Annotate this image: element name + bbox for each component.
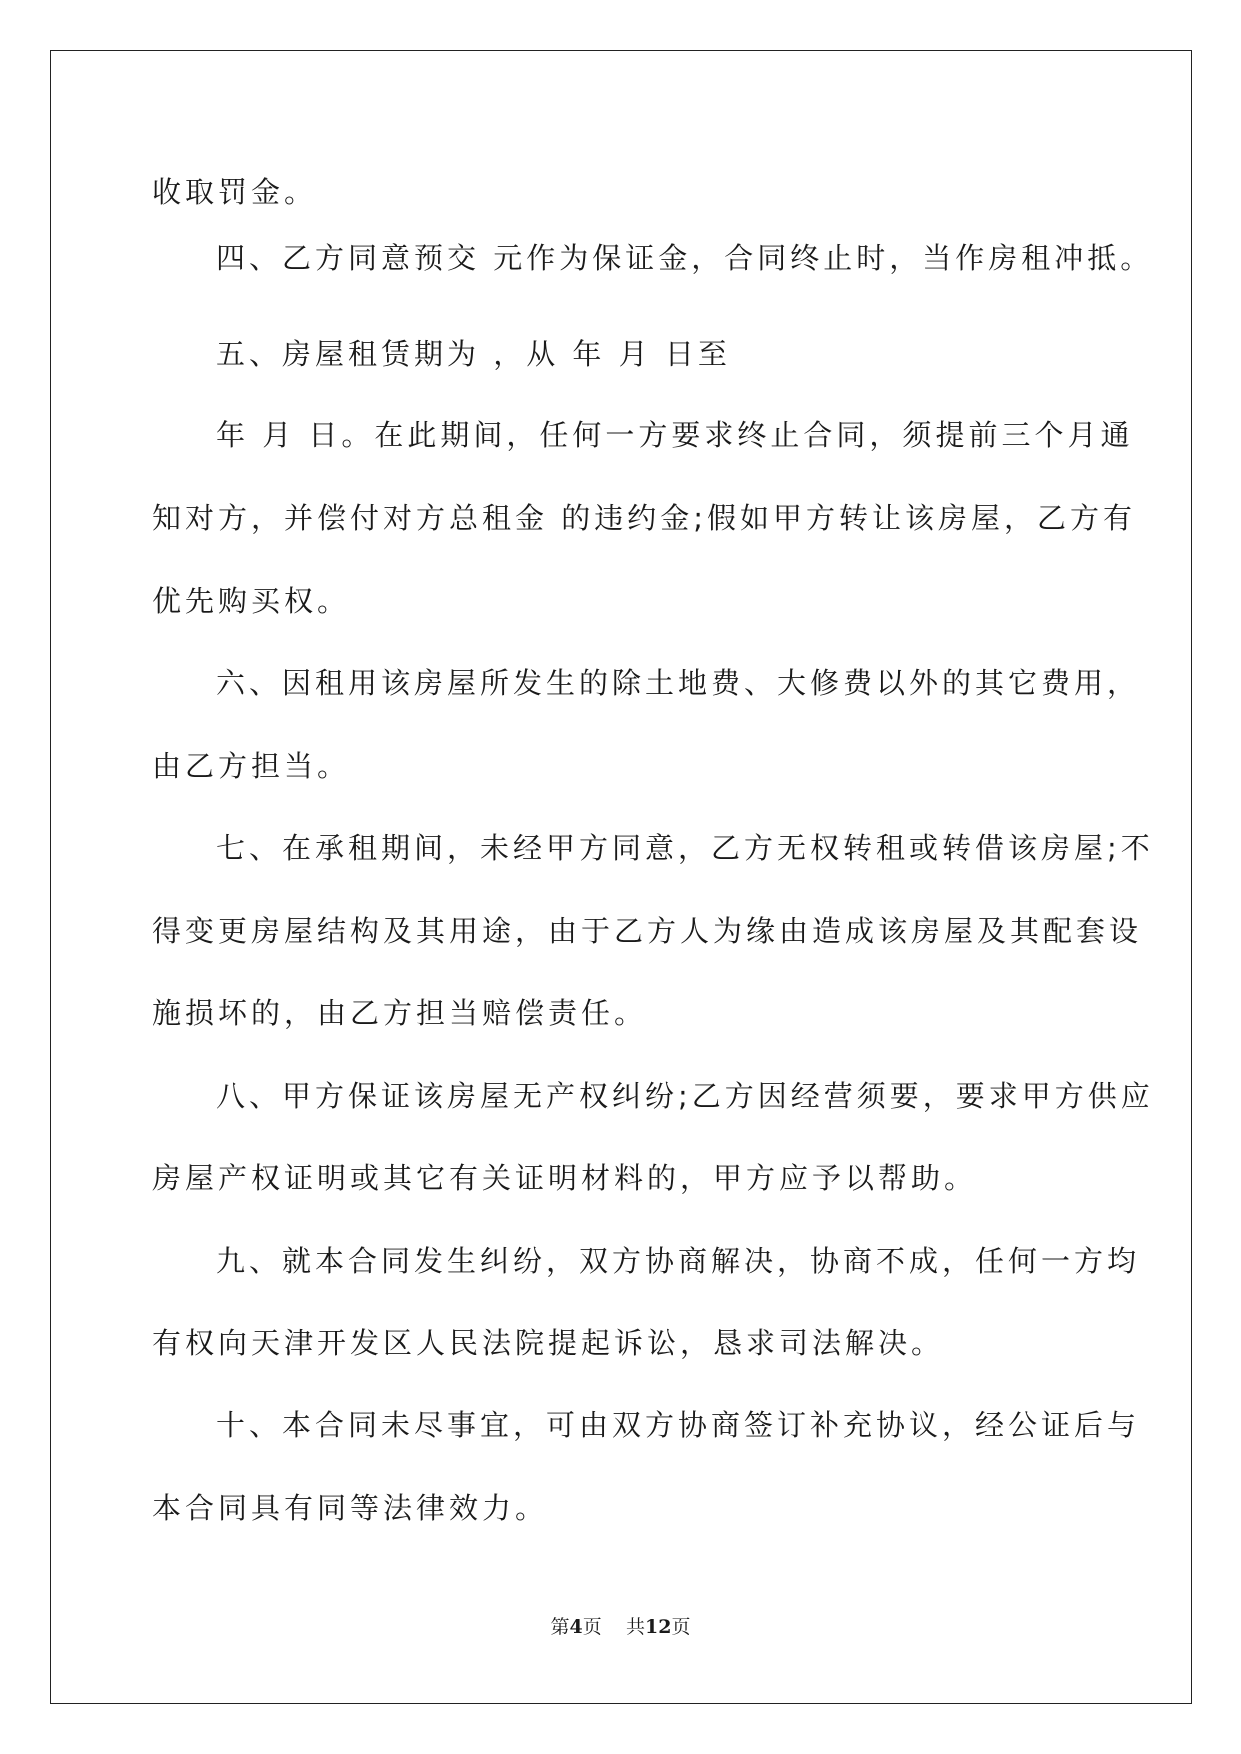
paragraph-5: 五、房屋租赁期为 ，从 年 月 日至 <box>216 337 731 371</box>
text-line: 由乙方担当。 <box>152 749 351 783</box>
paragraph-9: 九、就本合同发生纠纷，双方协商解决，协商不成，任何一方均 <box>216 1244 1141 1278</box>
text-line: 房屋产权证明或其它有关证明材料的，甲方应予以帮助。 <box>152 1161 978 1195</box>
text-line: 施损坏的，由乙方担当赔偿责任。 <box>152 996 648 1030</box>
text-line: 优先购买权。 <box>152 584 351 618</box>
text-line: 本合同具有同等法律效力。 <box>152 1491 549 1525</box>
paragraph-6: 六、因租用该房屋所发生的除土地费、大修费以外的其它费用， <box>216 666 1141 700</box>
total-suffix: 页 <box>671 1616 691 1638</box>
text-line: 有权向天津开发区人民法院提起诉讼，恳求司法解决。 <box>152 1326 945 1360</box>
page-border <box>50 50 1192 1704</box>
page-number: 4 <box>569 1616 583 1638</box>
text-line: 得变更房屋结构及其用途，由于乙方人为缘由造成该房屋及其配套设 <box>152 914 1143 948</box>
paragraph-7: 七、在承租期间，未经甲方同意，乙方无权转租或转借该房屋;不 <box>216 831 1154 865</box>
total-pages: 12 <box>644 1616 672 1638</box>
text-line: 年 月 日。在此期间，任何一方要求终止合同，须提前三个月通 <box>216 418 1134 452</box>
page-prefix: 第 <box>550 1616 570 1638</box>
text-line: 收取罚金。 <box>152 175 318 209</box>
page-footer <box>0 1612 1241 1639</box>
paragraph-10: 十、本合同未尽事宜，可由双方协商签订补充协议，经公证后与 <box>216 1408 1141 1442</box>
text-line: 知对方，并偿付对方总租金 的违约金;假如甲方转让该房屋，乙方有 <box>152 501 1136 535</box>
total-prefix: 共 <box>625 1616 645 1638</box>
paragraph-8: 八、甲方保证该房屋无产权纠纷;乙方因经营须要，要求甲方供应 <box>216 1079 1154 1113</box>
paragraph-4: 四、乙方同意预交 元作为保证金，合同终止时，当作房租冲抵。 <box>216 241 1154 275</box>
page-suffix: 页 <box>582 1616 602 1638</box>
